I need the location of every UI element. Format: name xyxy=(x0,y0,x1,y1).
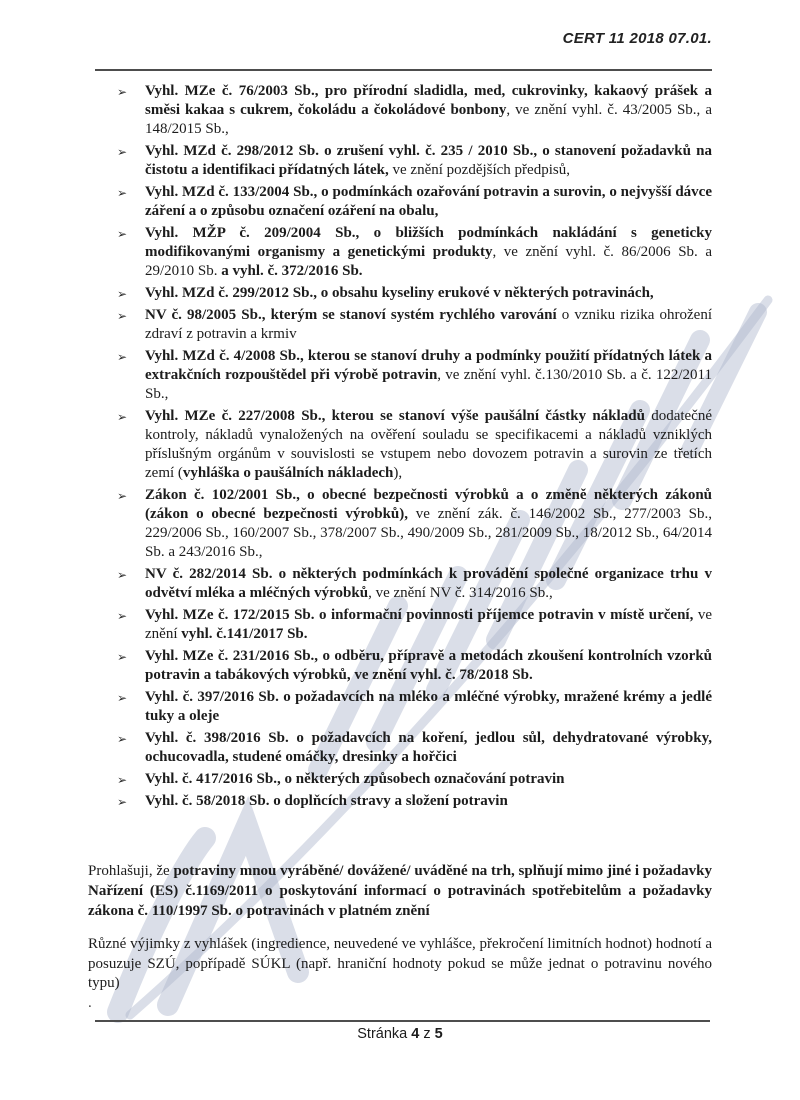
regulation-item xyxy=(88,82,712,139)
regulation-item xyxy=(88,142,712,180)
regulation-item xyxy=(88,347,712,404)
regulation-item-text: Vyhl. č. 397/2016 Sb. o požadavcích na mléko a mléčné výrobky, mražené krémy a jedlé tuky a oleje xyxy=(145,689,712,724)
bullet-arrow-icon: ➢ xyxy=(117,350,128,364)
regulation-item-text: Vyhl. MZe č. 172/2015 Sb. o informační povinnosti příjemce potravin v místě určení, ve znění vyhl. č.141/2017 Sb. xyxy=(145,607,712,642)
bullet-arrow-icon: ➢ xyxy=(117,287,128,301)
regulation-item-text: Vyhl. MŽP č. 209/2004 Sb., o bližších podmínkách nakládání s geneticky modifikovanými organismy a genetickými produkty, ve znění vyhl. č. 86/2006 Sb. a 29/2010 Sb. a vyhl. č. 372/2016 Sb. xyxy=(145,225,713,279)
bullet-arrow-icon: ➢ xyxy=(117,145,128,159)
bullet-arrow-icon: ➢ xyxy=(117,309,128,323)
bullet-arrow-icon: ➢ xyxy=(117,773,128,787)
bullet-arrow-icon: ➢ xyxy=(117,795,128,809)
regulation-item-text: Vyhl. č. 398/2016 Sb. o požadavcích na koření, jedlou sůl, dehydratované výrobky, ochucovadla, studené omáčky, dresinky a hořčici xyxy=(145,730,712,765)
regulation-item-text: Vyhl. MZd č. 298/2012 Sb. o zrušení vyhl. č. 235 / 2010 Sb., o stanovení požadavků na čistotu a identifikaci přídatných látek, ve znění pozdějších předpisů, xyxy=(145,143,712,178)
bullet-arrow-icon: ➢ xyxy=(117,85,128,99)
regulation-item xyxy=(88,183,712,221)
bullet-arrow-icon: ➢ xyxy=(117,489,128,503)
regulation-item-text: Vyhl. MZd č. 299/2012 Sb., o obsahu kyseliny erukové v některých potravinách, xyxy=(145,285,654,301)
document-body xyxy=(88,82,712,1011)
regulation-item-text: Vyhl. č. 58/2018 Sb. o doplňcích stravy a složení potravin xyxy=(145,793,508,809)
footer-divider-line xyxy=(95,1020,710,1022)
bullet-arrow-icon: ➢ xyxy=(117,732,128,746)
declaration-paragraph: Prohlašuji, že potraviny mnou vyráběné/ dovážené/ uváděné na trh, splňují mimo jiné i požadavky Nařízení (ES) č.1169/2011 o poskytování informací o potravinách spotřebitelům a požadavky zákona č. 110/1997 Sb. o potravinách v platném znění xyxy=(88,863,712,919)
regulation-item xyxy=(88,284,712,303)
regulation-item-text: Vyhl. MZe č. 76/2003 Sb., pro přírodní sladidla, med, cukrovinky, kakaový prášek a směsi kakaa s cukrem, čokoládu a čokoládové bonbony, ve znění vyhl. č. 43/2005 Sb., a 148/2015 Sb., xyxy=(145,83,712,137)
page-number: Stránka 4 z 5 xyxy=(357,1026,443,1042)
regulation-item-text: Vyhl. č. 417/2016 Sb., o některých způsobech označování potravin xyxy=(145,771,565,787)
regulation-item-text: NV č. 98/2005 Sb., kterým se stanoví systém rychlého varování o vzniku rizika ohrožení zdraví z potravin a krmiv xyxy=(145,307,712,342)
regulation-item-text: Vyhl. MZe č. 227/2008 Sb., kterou se stanoví výše paušální částky nákladů dodatečné kontroly, nákladů vynaložených na ověření souladu se specifikacemi a nákladů vzniklých příslušným orgánům v souvislosti se vstupem nebo dovozem potravin a surovin ze třetích zemí (vyhláška o paušálních nákladech), xyxy=(145,408,712,481)
exceptions-note-paragraph: Různé výjimky z vyhlášek (ingredience, neuvedené ve vyhlášce, překročení limitních hodnot) hodnotí a posuzuje SZÚ, popřípadě SÚKL (např. hraniční hodnoty pokud se může jednat o potravinu nového typu) xyxy=(88,936,712,991)
regulation-item-text: Vyhl. MZd č. 133/2004 Sb., o podmínkách ozařování potravin a surovin, o nejvyšší dávce záření a o způsobu označení ozáření na obalu, xyxy=(145,184,712,219)
regulation-item xyxy=(88,306,712,344)
regulation-item xyxy=(88,224,712,281)
bullet-arrow-icon: ➢ xyxy=(117,186,128,200)
regulation-item xyxy=(88,770,712,789)
regulation-item-text: Vyhl. MZe č. 231/2016 Sb., o odběru, přípravě a metodách zkoušení kontrolních vzorků potravin a tabákových výrobků, ve znění vyhl. č. 78/2018 Sb. xyxy=(145,648,712,683)
regulation-item xyxy=(88,486,712,562)
regulation-item xyxy=(88,792,712,811)
bullet-arrow-icon: ➢ xyxy=(117,691,128,705)
regulation-item xyxy=(88,729,712,767)
regulation-item xyxy=(88,647,712,685)
bullet-arrow-icon: ➢ xyxy=(117,568,128,582)
regulation-item-text: Vyhl. MZd č. 4/2008 Sb., kterou se stanoví druhy a podmínky použití přídatných látek a extrakčních rozpouštědel při výrobě potravin, ve znění vyhl. č.130/2010 Sb. a č. 122/2011 Sb., xyxy=(145,348,712,402)
regulation-item-text: NV č. 282/2014 Sb. o některých podmínkách k provádění společné organizace trhu v odvětví mléka a mléčných výrobků, ve znění NV č. 314/2016 Sb., xyxy=(145,566,712,601)
stray-period: . xyxy=(88,994,92,1011)
document-code: CERT 11 2018 07.01. xyxy=(562,30,712,47)
regulation-item xyxy=(88,407,712,483)
bullet-arrow-icon: ➢ xyxy=(117,410,128,424)
regulation-item xyxy=(88,565,712,603)
bullet-arrow-icon: ➢ xyxy=(117,650,128,664)
regulation-item xyxy=(88,606,712,644)
header-divider-line xyxy=(95,69,712,71)
regulation-list xyxy=(88,82,712,811)
regulation-item-text: Zákon č. 102/2001 Sb., o obecné bezpečnosti výrobků a o změně některých zákonů (zákon o obecné bezpečnosti výrobků), ve znění zák. č. 146/2002 Sb., 277/2003 Sb., 229/2006 Sb., 160/2007 Sb., 378/2007 Sb., 490/2009 Sb., 281/2009 Sb., 18/2012 Sb., 64/2014 Sb. a 243/2016 Sb., xyxy=(145,487,712,560)
bullet-arrow-icon: ➢ xyxy=(117,609,128,623)
regulation-item xyxy=(88,688,712,726)
bullet-arrow-icon: ➢ xyxy=(117,227,128,241)
